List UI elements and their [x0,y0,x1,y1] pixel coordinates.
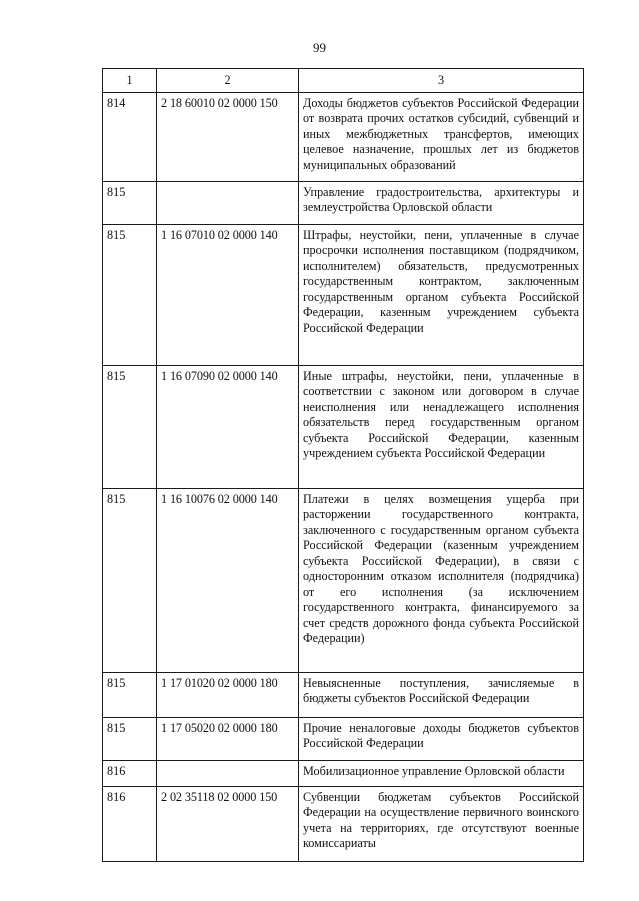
column-header-3: 3 [299,69,584,93]
table-row [103,672,584,717]
kbk-code-cell [157,181,299,224]
table-row [103,717,584,760]
page-number: 99 [313,40,326,55]
admin-code-cell: 816 [103,786,157,861]
admin-code-cell: 815 [103,672,157,717]
description-cell: Мобилизационное управление Орловской области [299,760,584,786]
kbk-code-cell: 1 16 10076 02 0000 140 [157,488,299,672]
kbk-code-cell: 2 02 35118 02 0000 150 [157,786,299,861]
table-row [103,181,584,224]
admin-code-cell: 814 [103,92,157,181]
table-row [103,92,584,181]
description-cell: Субвенции бюджетам субъектов Российской Федерации на осуществление первичного воинского учета на территориях, где отсутствуют военные комиссариаты [299,786,584,861]
kbk-code-cell: 1 17 05020 02 0000 180 [157,717,299,760]
admin-code-cell: 816 [103,760,157,786]
description-cell: Иные штрафы, неустойки, пени, уплаченные в соответствии с законом или договором в случае неисполнения или ненадлежащего исполнения обязательств перед государственным органом субъекта Российской Федерации, казенным учреждением субъекта Российской Федерации [299,365,584,488]
description-cell: Управление градостроительства, архитектуры и землеустройства Орловской области [299,181,584,224]
kbk-code-cell: 2 18 60010 02 0000 150 [157,92,299,181]
table-row [103,224,584,365]
budget-revenue-table [102,68,584,862]
kbk-code-cell: 1 17 01020 02 0000 180 [157,672,299,717]
table-row [103,786,584,861]
kbk-code-cell: 1 16 07090 02 0000 140 [157,365,299,488]
table-row [103,760,584,786]
column-header-1: 1 [103,69,157,93]
description-cell: Платежи в целях возмещения ущерба при расторжении государственного контракта, заключенного с государственным органом субъекта Российской Федерации (казенным учреждением субъекта Российской Федерации), в связи с односторонним отказом исполнителя (подрядчика) от его исполнения (за исключением государственного контракта, финансируемого за счет средств дорожного фонда субъекта Российской Федерации) [299,488,584,672]
table-row [103,488,584,672]
admin-code-cell: 815 [103,488,157,672]
description-cell: Невыясненные поступления, зачисляемые в бюджеты субъектов Российской Федерации [299,672,584,717]
table-row [103,365,584,488]
table-header-row [103,69,584,93]
description-cell: Штрафы, неустойки, пени, уплаченные в случае просрочки исполнения поставщиком (подрядчиком, исполнителем) обязательств, предусмотренных государственным контрактом, заключенным государственным органом субъекта Российской Федерации, казенным учреждением субъекта Российской Федерации [299,224,584,365]
column-header-2: 2 [157,69,299,93]
description-cell: Доходы бюджетов субъектов Российской Федерации от возврата прочих остатков субсидий, субвенций и иных межбюджетных трансфертов, имеющих целевое назначение, прошлых лет из бюджетов муниципальных образований [299,92,584,181]
kbk-code-cell: 1 16 07010 02 0000 140 [157,224,299,365]
admin-code-cell: 815 [103,224,157,365]
admin-code-cell: 815 [103,181,157,224]
kbk-code-cell [157,760,299,786]
admin-code-cell: 815 [103,365,157,488]
description-cell: Прочие неналоговые доходы бюджетов субъектов Российской Федерации [299,717,584,760]
admin-code-cell: 815 [103,717,157,760]
